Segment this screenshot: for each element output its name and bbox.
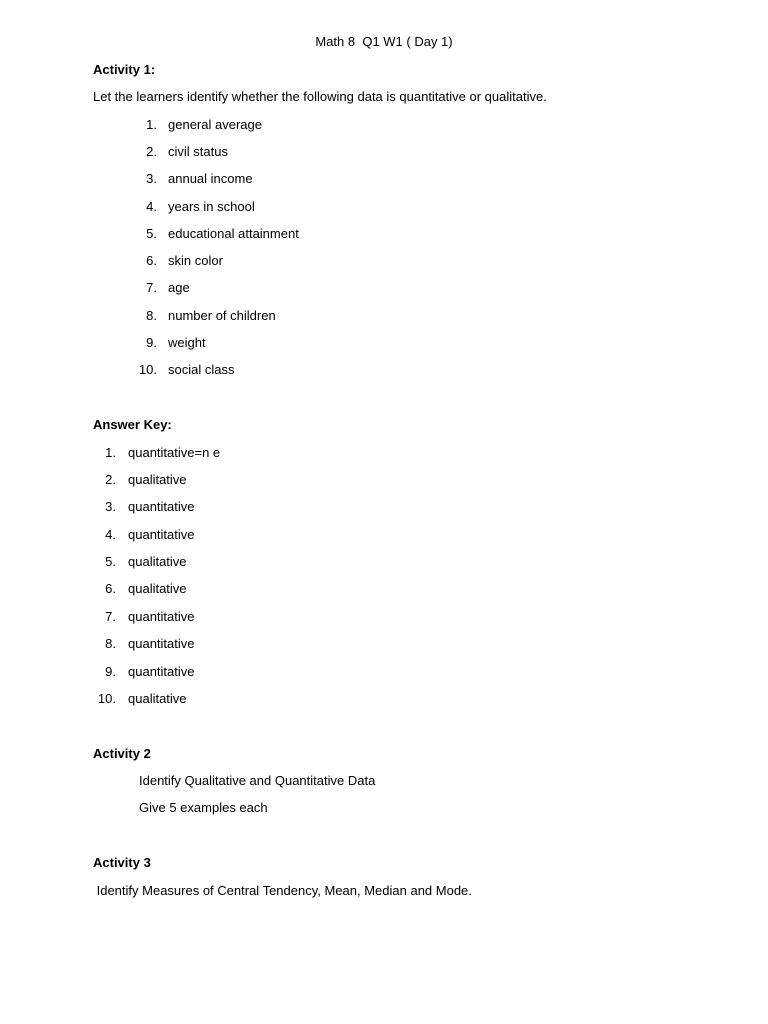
activity-2-heading: Activity 2: [93, 746, 151, 761]
list-item: qualitative: [128, 554, 187, 569]
list-item-number: 10.: [138, 362, 157, 377]
activity-1-instruction: Let the learners identify whether the following data is quantitative or qualitative.: [93, 89, 547, 104]
list-item: qualitative: [128, 581, 187, 596]
list-item-number: 7.: [146, 280, 157, 295]
list-item-number: 9.: [105, 664, 116, 679]
list-item-number: 8.: [105, 636, 116, 651]
activity-3-heading: Activity 3: [93, 855, 151, 870]
list-item: educational attainment: [168, 226, 299, 241]
list-item-number: 6.: [105, 581, 116, 596]
answer-key-heading: Answer Key:: [93, 417, 172, 432]
list-item-number: 9.: [146, 335, 157, 350]
list-item-number: 7.: [105, 609, 116, 624]
list-item: qualitative: [128, 472, 187, 487]
list-item-number: 2.: [105, 472, 116, 487]
list-item-number: 4.: [146, 199, 157, 214]
list-item: social class: [168, 362, 235, 377]
list-item-number: 4.: [105, 527, 116, 542]
list-item: quantitative: [128, 664, 195, 679]
document-title: Math 8 Q1 W1 ( Day 1): [315, 34, 453, 49]
list-item-number: 3.: [105, 499, 116, 514]
list-item: number of children: [168, 308, 276, 323]
list-item: annual income: [168, 171, 253, 186]
activity-2-line-1: Identify Qualitative and Quantitative Data: [139, 773, 376, 788]
list-item: age: [168, 280, 190, 295]
list-item: quantitative=n e: [128, 445, 221, 460]
list-item: years in school: [168, 199, 255, 214]
list-item-number: 5.: [105, 554, 116, 569]
activity-3-line-1: Identify Measures of Central Tendency, Mean, Median and Mode.: [93, 883, 472, 898]
list-item: quantitative: [128, 609, 195, 624]
list-item-number: 3.: [146, 171, 157, 186]
list-item-number: 8.: [146, 308, 157, 323]
list-item: quantitative: [128, 499, 195, 514]
list-item: quantitative: [128, 636, 195, 651]
list-item-number: 6.: [146, 253, 157, 268]
activity-2-line-2: Give 5 examples each: [139, 800, 268, 815]
list-item: weight: [168, 335, 206, 350]
activity-1-heading: Activity 1:: [93, 62, 156, 77]
list-item: skin color: [168, 253, 223, 268]
list-item-number: 10.: [97, 691, 116, 706]
list-item-number: 5.: [146, 226, 157, 241]
list-item: qualitative: [128, 691, 187, 706]
list-item-number: 2.: [146, 144, 157, 159]
list-item: quantitative: [128, 527, 195, 542]
list-item: general average: [168, 117, 262, 132]
list-item-number: 1.: [105, 445, 116, 460]
list-item-number: 1.: [146, 117, 157, 132]
list-item: civil status: [168, 144, 228, 159]
